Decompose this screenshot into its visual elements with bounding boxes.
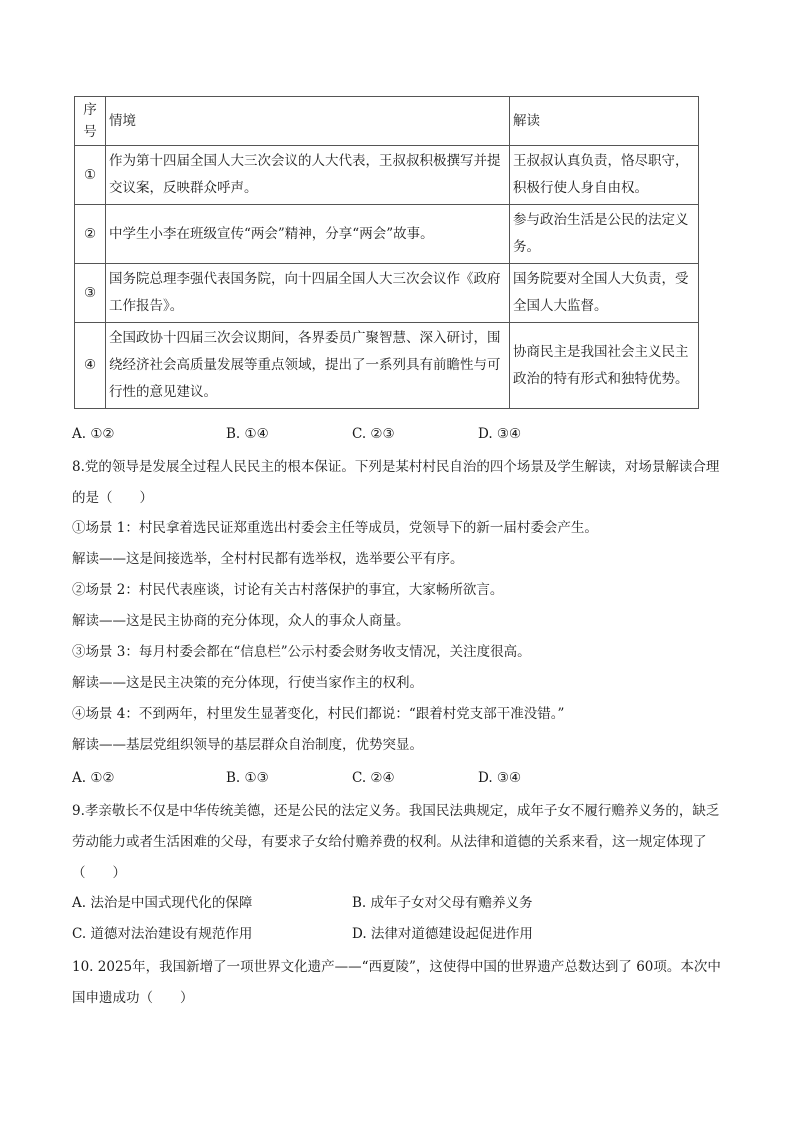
q7-option-b[interactable]: B. ①④ bbox=[226, 426, 269, 442]
header-situation: 情境 bbox=[106, 97, 510, 146]
q8-line: 解读——这是间接选举，全村村民都有选举权，选举要公平有序。 bbox=[72, 551, 464, 567]
table-row bbox=[75, 323, 699, 409]
q7-options bbox=[72, 424, 672, 444]
row-number: ② bbox=[75, 205, 106, 264]
q7-option-c[interactable]: C. ②③ bbox=[352, 426, 395, 442]
table-row bbox=[75, 264, 699, 323]
q8-line: ②场景 2：村民代表座谈，讨论有关古村落保护的事宜，大家畅所欲言。 bbox=[72, 582, 504, 598]
q8-line: 解读——这是民主决策的充分体现，行使当家作主的权利。 bbox=[72, 675, 423, 691]
q9-options-row1 bbox=[72, 893, 672, 913]
q7-option-a[interactable]: A. ①② bbox=[72, 426, 115, 442]
row-situation: 国务院总理李强代表国务院，向十四届全国人大三次会议作《政府工作报告》。 bbox=[106, 264, 510, 323]
q8-option-d[interactable]: D. ③④ bbox=[478, 770, 522, 786]
table-row bbox=[75, 205, 699, 264]
row-interpretation: 国务院要对全国人大负责，受全国人大监督。 bbox=[510, 264, 699, 323]
row-interpretation: 参与政治生活是公民的法定义务。 bbox=[510, 205, 699, 264]
row-interpretation: 王叔叔认真负责，恪尽职守，积极行使人身自由权。 bbox=[510, 146, 699, 205]
row-number: ④ bbox=[75, 323, 106, 409]
q8-line: ③场景 3：每月村委会都在“信息栏”公示村委会财务收支情况，关注度很高。 bbox=[72, 644, 531, 660]
q10-stem: 10. 2025年，我国新增了一项世界文化遗产——“西夏陵”，这使得中国的世界遗产总数达到了 60项。本次中国申遗成功（ ） bbox=[72, 959, 721, 1006]
q8-option-c[interactable]: C. ②④ bbox=[352, 770, 395, 786]
q9-stem: 9.孝亲敬长不仅是中华传统美德，还是公民的法定义务。我国民法典规定，成年子女不履行赡养义务的，缺乏劳动能力或者生活困难的父母，有要求子女给付赡养费的权利。从法律和道德的关系来看，这一规定体现了（ ） bbox=[72, 803, 720, 881]
q8-line: 解读——基层党组织领导的基层群众自治制度，优势突显。 bbox=[72, 737, 423, 753]
row-situation: 全国政协十四届三次会议期间，各界委员广聚智慧、深入研讨，围绕经济社会高质量发展等重点领域，提出了一系列具有前瞻性与可行性的意见建议。 bbox=[106, 323, 510, 409]
header-interpretation: 解读 bbox=[510, 97, 699, 146]
q8-stem: 8.党的领导是发展全过程人民民主的根本保证。下列是某村村民自治的四个场景及学生解读，对场景解读合理的是（ ） bbox=[72, 459, 720, 506]
row-number: ③ bbox=[75, 264, 106, 323]
row-situation: 作为第十四届全国人大三次会议的人大代表，王叔叔积极撰写并提交议案，反映群众呼声。 bbox=[106, 146, 510, 205]
q8-line: ④场景 4：不到两年，村里发生显著变化，村民们都说：“跟着村党支部干准没错。” bbox=[72, 706, 565, 722]
q8-option-a[interactable]: A. ①② bbox=[72, 770, 115, 786]
q9-options-row2 bbox=[72, 924, 672, 944]
row-interpretation: 协商民主是我国社会主义民主政治的特有形式和独特优势。 bbox=[510, 323, 699, 409]
row-number: ① bbox=[75, 146, 106, 205]
q9-option-c[interactable]: C. 道德对法治建设有规范作用 bbox=[72, 926, 253, 942]
q8-option-b[interactable]: B. ①③ bbox=[226, 770, 269, 786]
header-number: 序号 bbox=[75, 97, 106, 146]
q9-option-a[interactable]: A. 法治是中国式现代化的保障 bbox=[72, 895, 253, 911]
table-row bbox=[75, 146, 699, 205]
q8-line: 解读——这是民主协商的充分体现，众人的事众人商量。 bbox=[72, 613, 410, 629]
q8-options bbox=[72, 768, 672, 788]
q8-line: ①场景 1：村民拿着选民证郑重选出村委会主任等成员，党领导下的新一届村委会产生。 bbox=[72, 520, 598, 536]
scenario-table bbox=[74, 96, 699, 409]
q7-option-d[interactable]: D. ③④ bbox=[478, 426, 522, 442]
q9-option-b[interactable]: B. 成年子女对父母有赡养义务 bbox=[352, 895, 533, 911]
row-situation: 中学生小李在班级宣传“两会”精神，分享“两会”故事。 bbox=[106, 205, 510, 264]
table-header-row bbox=[75, 97, 699, 146]
q9-option-d[interactable]: D. 法律对道德建设起促进作用 bbox=[352, 926, 533, 942]
